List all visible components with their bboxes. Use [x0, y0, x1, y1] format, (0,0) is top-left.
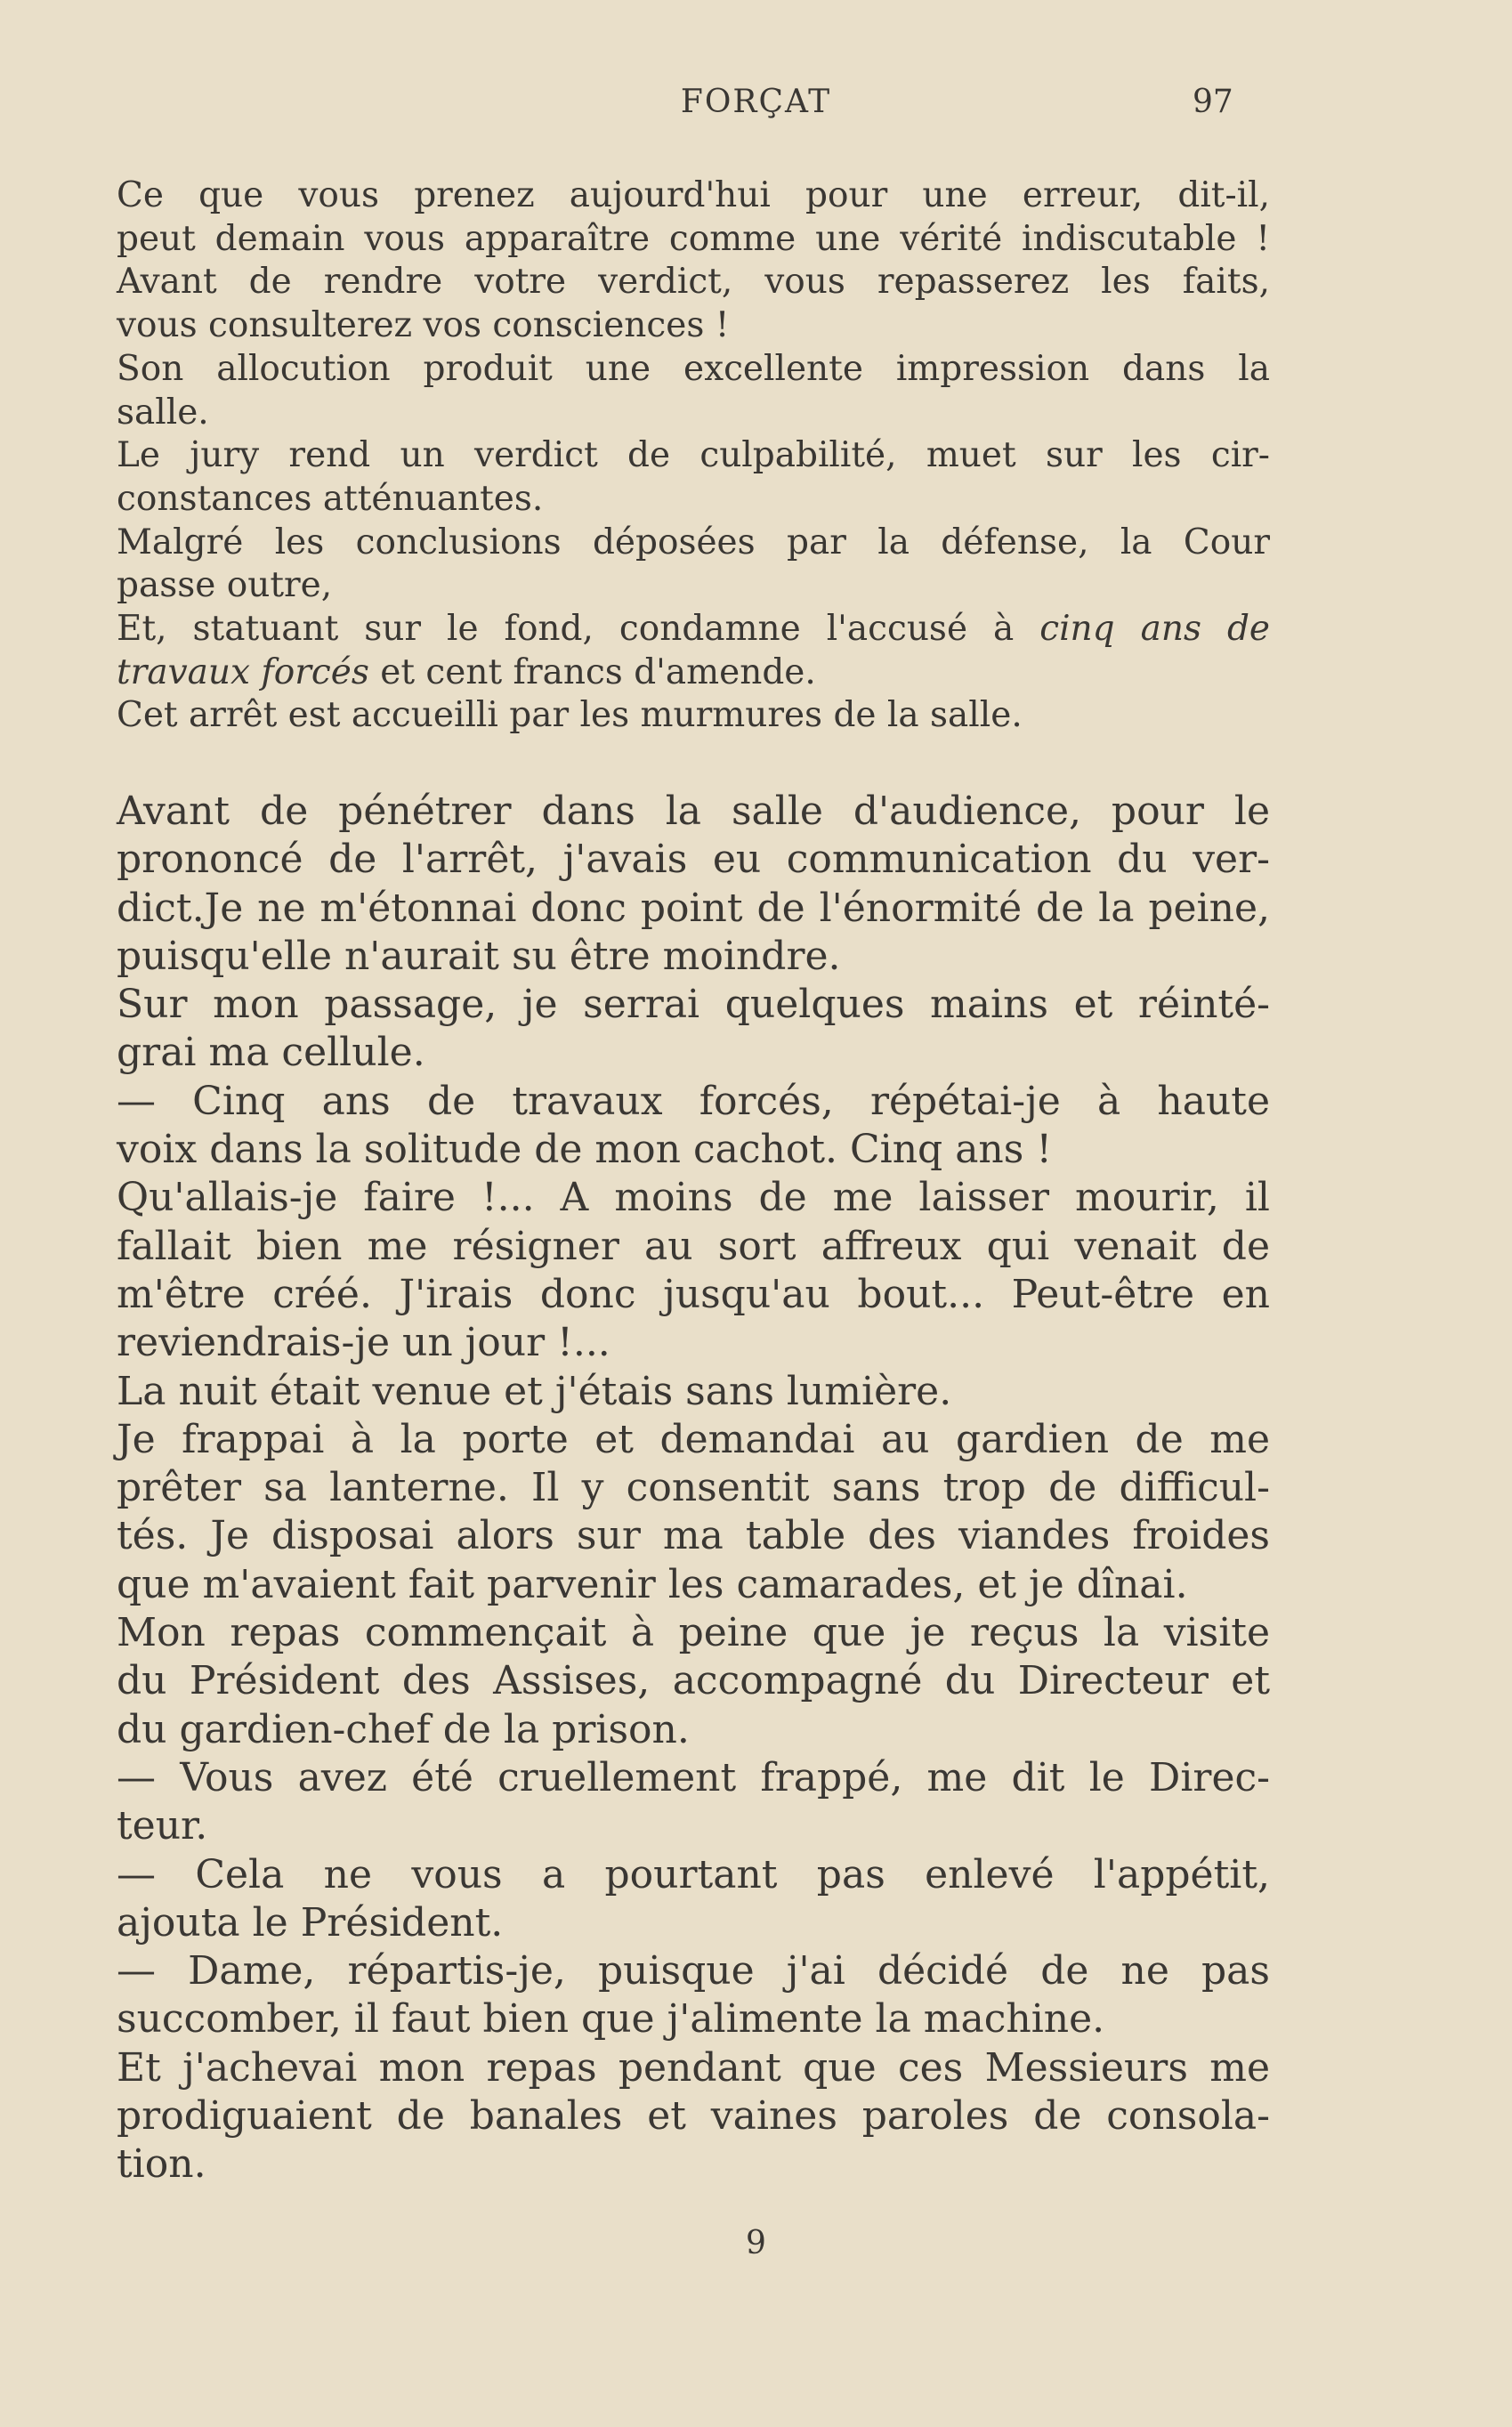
paragraph: [85, 1754, 1270, 1851]
paragraph: [85, 348, 1270, 434]
text-line: Mon repas commençait à peine que je reçus la visite: [117, 1610, 1270, 1656]
paragraph: [85, 1947, 1270, 2044]
trial-report-section: [85, 174, 1270, 738]
paragraph: [85, 1851, 1270, 1948]
paragraph: [85, 522, 1270, 608]
text-line: du gardien-chef de la prison.: [117, 1706, 690, 1752]
text-line: Et, statuant sur le fond, condamne l'accusé à cinq ans de: [117, 609, 1271, 650]
text-line: prêter sa lanterne. Il y consentit sans trop de difficul-: [117, 1465, 1270, 1511]
paragraph: [85, 174, 1270, 348]
text-line: tion.: [117, 2141, 206, 2188]
paragraph: [85, 1416, 1270, 1609]
text-line: constances atténuantes.: [117, 478, 544, 519]
text-line: Son allocution produit une excellente impression dans la: [117, 348, 1270, 389]
paragraph: [85, 608, 1270, 694]
italic-phrase: travaux forcés: [117, 651, 369, 692]
paragraph: [85, 1174, 1270, 1367]
text-line: — Cela ne vous a pourtant pas enlevé l'appétit,: [117, 1851, 1270, 1897]
text-line: reviendrais-je un jour !...: [117, 1320, 610, 1366]
text-line: fallait bien me résigner au sort affreux qui venait de: [117, 1223, 1270, 1269]
paragraph: [85, 788, 1270, 981]
paragraph: [85, 434, 1270, 521]
paragraph: [85, 1368, 1270, 1416]
text-line: ajouta le Président.: [117, 1899, 504, 1946]
text-line: Ce que vous prenez aujourd'hui pour une erreur, dit-il,: [117, 175, 1270, 215]
paragraph: [85, 694, 1270, 738]
text-line: prononcé de l'arrêt, j'avais eu communication du ver-: [117, 837, 1270, 883]
text-line: succomber, il faut bien que j'alimente la machine.: [117, 1996, 1105, 2043]
text-line: peut demain vous apparaître comme une vérité indiscutable !: [117, 218, 1270, 259]
signature-mark: 9: [746, 2225, 766, 2261]
text-line: — Dame, répartis-je, puisque j'ai décidé de ne pas: [117, 1948, 1270, 1994]
text-line: Sur mon passage, je serrai quelques mains et réinté-: [117, 982, 1270, 1028]
text-line: Qu'allais-je faire !... A moins de me laisser mourir, il: [117, 1175, 1270, 1221]
paragraph: [85, 1609, 1270, 1754]
text-line: Cet arrêt est accueilli par les murmures de la salle.: [117, 695, 1023, 736]
text-line: — Vous avez été cruellement frappé, me dit le Direc-: [117, 1754, 1270, 1800]
paragraph: [85, 2044, 1270, 2189]
text-line: que m'avaient fait parvenir les camarades, et je dînai.: [117, 1561, 1188, 1607]
paragraph: [85, 1078, 1270, 1175]
text-line: Avant de rendre votre verdict, vous repasserez les faits,: [117, 262, 1270, 303]
text-line: voix dans la solitude de mon cachot. Cinq ans !: [117, 1127, 1053, 1173]
text-line: vous consulterez vos consciences !: [117, 305, 730, 346]
page-number: 97: [1193, 84, 1233, 120]
narrative-section: [85, 788, 1270, 2189]
text-line: La nuit était venue et j'étais sans lumière.: [117, 1368, 952, 1414]
running-title: FORÇAT: [680, 84, 832, 120]
text-line: Le jury rend un verdict de culpabilité, muet sur les cir-: [117, 435, 1270, 476]
paragraph: [85, 981, 1270, 1078]
text-line: du Président des Assises, accompagné du Directeur et: [117, 1658, 1270, 1704]
text-line: salle.: [117, 392, 209, 433]
text-line: travaux forcés et cent francs d'amende.: [117, 651, 816, 692]
italic-phrase: cinq ans de: [1039, 609, 1271, 650]
text-line: Malgré les conclusions déposées par la défense, la Cour: [117, 522, 1270, 562]
text-line: m'être créé. J'irais donc jusqu'au bout... Peut-être en: [117, 1271, 1270, 1317]
text-line: Avant de pénétrer dans la salle d'audience, pour le: [117, 789, 1270, 834]
text-line: prodiguaient de banales et vaines paroles de consola-: [117, 2093, 1270, 2140]
text-line: tés. Je disposai alors sur ma table des viandes froides: [117, 1513, 1270, 1559]
text-line: Je frappai à la porte et demandai au gardien de me: [117, 1416, 1270, 1462]
text-line: puisqu'elle n'aurait su être moindre.: [117, 933, 841, 979]
text-line: — Cinq ans de travaux forcés, répétai-je à haute: [117, 1078, 1270, 1124]
text-line: teur.: [117, 1803, 208, 1849]
text-line: dict.Je ne m'étonnai donc point de l'énormité de la peine,: [117, 885, 1270, 931]
text-line: Et j'achevai mon repas pendant que ces Messieurs me: [117, 2044, 1270, 2091]
text-line: passe outre,: [117, 565, 333, 606]
text-line: grai ma cellule.: [117, 1030, 425, 1076]
